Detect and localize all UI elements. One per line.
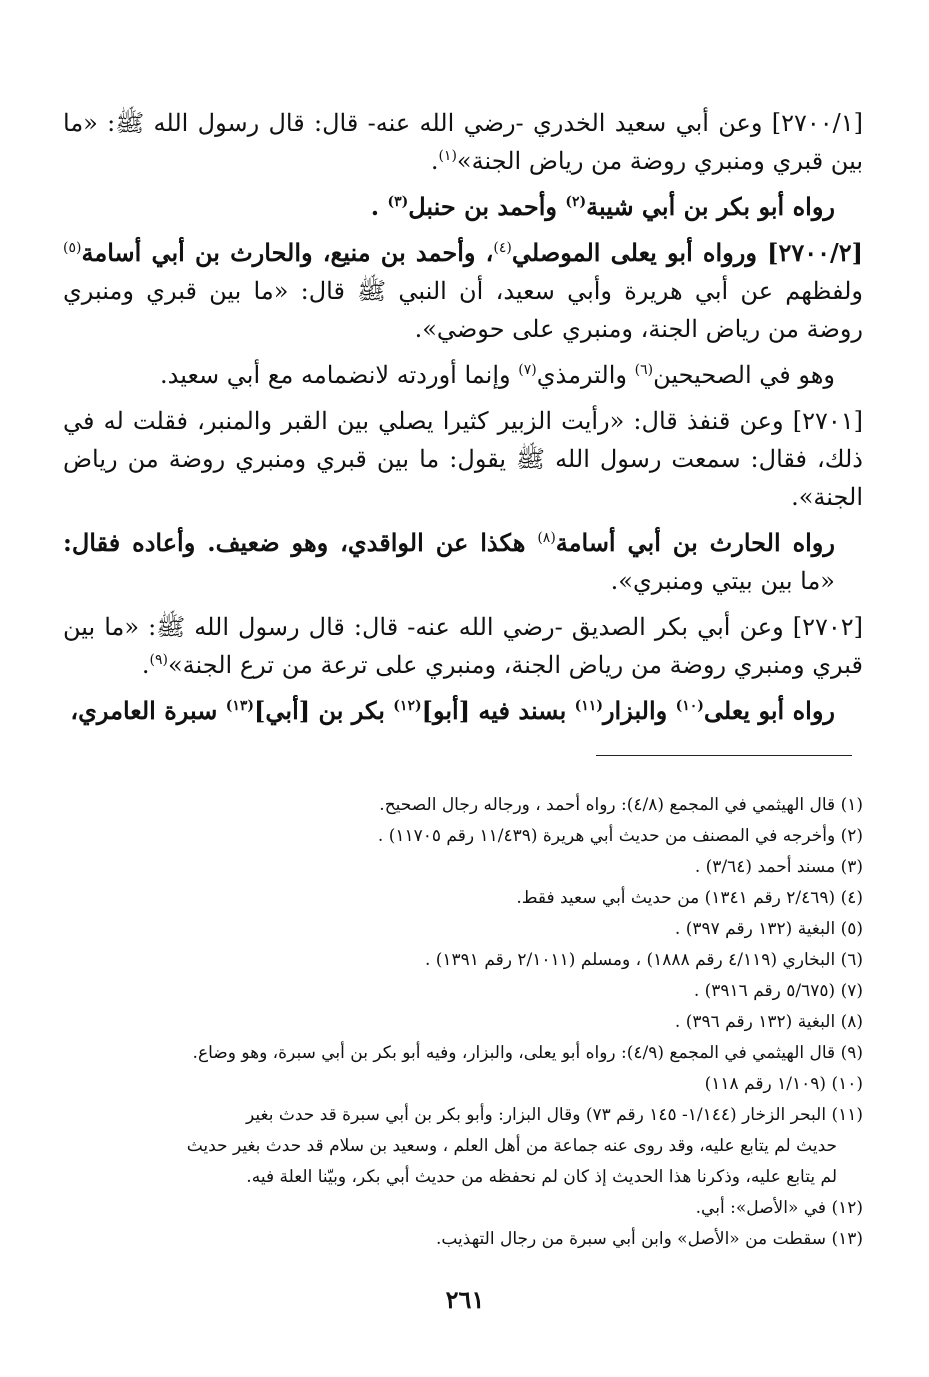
- narration-note-3: رواه الحارث بن أبي أسامة$^{(٨)}$ هكذا عن الواقدي، وهو ضعيف. وأعاده فقال: «ما بين بيتي ومنبري».: [63, 528, 835, 595]
- footnote-ref-5[interactable]: (٥): [63, 240, 82, 256]
- footnote-5: (٥) البغية (١٣٢ رقم ٣٩٧) .: [674, 919, 863, 939]
- page-number: ٢٦١: [445, 1285, 485, 1314]
- footnote-ref-9[interactable]: (٩): [149, 652, 168, 668]
- footnote-11-continued: لم يتابع عليه، وذكرنا هذا الحديث إذ كان لم نحفظه من حديث أبي بكر، وبيّنا العلة فيه.: [246, 1167, 837, 1187]
- footnote-ref-7[interactable]: (٧): [518, 362, 537, 378]
- narration-note-1: رواه أبو بكر بن أبي شيبة$^{(٢)}$ وأحمد بن حنبل$^{(٣)}$ .: [370, 192, 835, 221]
- footnote-ref-2[interactable]: (٢): [565, 194, 587, 210]
- footnote-ref-1[interactable]: (١): [438, 148, 457, 164]
- footnote-ref-3[interactable]: (٣): [387, 194, 409, 210]
- footnote-divider: [596, 755, 852, 756]
- footnote-4: (٤) (٢/٤٦٩ رقم ١٣٤١) من حديث أبي سعيد فقط.: [516, 888, 863, 908]
- footnote-8: (٨) البغية (١٣٢ رقم ٣٩٦) .: [674, 1012, 863, 1032]
- footnote-13: (١٣) سقطت من «الأصل» وابن أبي سبرة من رجال التهذيب.: [435, 1229, 863, 1249]
- footnote-ref-6[interactable]: (٦): [634, 362, 654, 378]
- hadith-2700-1: [٢٧٠٠/١] وعن أبي سعيد الخدري -رضي الله عنه- قال: قال رسول الله ﷺ: «ما بين قبري ومنبري روضة من رياض الجنة»$^{(١)}$.: [63, 109, 863, 175]
- hadith-2700-2: [٢٧٠٠/٢] ورواه أبو يعلى الموصلي$^{(٤)}$، وأحمد بن منيع، والحارث بن أبي أسامة$^{(٥)}$ ولفظهم عن أبي هريرة وأبي سعيد، أن النبي ﷺ قال: «ما بين قبري ومنبري روضة من رياض الجنة، ومنبري على حوضي».: [63, 238, 864, 343]
- footnote-3: (٣) مسند أحمد (٣/٦٤) .: [694, 857, 863, 877]
- footnote-ref-10[interactable]: (١٠): [675, 698, 704, 714]
- footnote-9: (٩) قال الهيثمي في المجمع (٤/٩): رواه أبو يعلى، والبزار، وفيه أبو بكر بن أبي سبرة، وهو وضاع.: [192, 1043, 863, 1063]
- footnote-ref-8[interactable]: (٨): [537, 530, 556, 546]
- narration-note-2: وهو في الصحيحين$^{(٦)}$ والترمذي$^{(٧)}$ وإنما أوردته لانضمامه مع أبي سعيد.: [160, 361, 835, 389]
- footnote-ref-13[interactable]: (١٣): [225, 698, 255, 714]
- footnote-12: (١٢) في «الأصل»: أبي.: [695, 1198, 863, 1218]
- footnote-ref-11[interactable]: (١١): [574, 698, 603, 714]
- footnote-6: (٦) البخاري (٤/١١٩ رقم ١٨٨٨) ، ومسلم (٢/١٠١١ رقم ١٣٩١) .: [424, 950, 863, 970]
- footnote-1: (١) قال الهيثمي في المجمع (٤/٨): رواه أحمد ، ورجاله رجال الصحيح.: [379, 795, 863, 815]
- footnote-ref-12[interactable]: (١٢): [393, 698, 422, 714]
- footnote-10: (١٠) (١/١٠٩ رقم ١١٨): [704, 1074, 863, 1094]
- footnote-ref-4[interactable]: (٤): [493, 240, 512, 256]
- main-text: [63, 104, 863, 738]
- hadith-2701: [٢٧٠١] وعن قنفذ قال: «رأيت الزبير كثيرا يصلي بين القبر والمنبر، فقلت له في ذلك، فقال: سمعت رسول الله ﷺ يقول: ما بين قبري ومنبري روضة من رياض الجنة».: [63, 407, 864, 511]
- narration-note-4: رواه أبو يعلى$^{(١٠)}$ والبزار$^{(١١)}$ بسند فيه [أبو]$^{(١٢)}$ بكر بن [أبي]$^{(١٣)}$ سبرة العامري،: [70, 696, 835, 725]
- footnote-2: (٢) وأخرجه في المصنف من حديث أبي هريرة (١١/٤٣٩ رقم ١١٧٠٥) .: [377, 826, 863, 846]
- footnote-11-continued: حديث لم يتابع عليه، وقد روى عنه جماعة من أهل العلم ، وسعيد بن سلام قد حدث بغير حديث: [186, 1136, 837, 1156]
- footnote-7: (٧) (٥/٦٧٥ رقم ٣٩١٦) .: [693, 981, 863, 1001]
- hadith-2702: [٢٧٠٢] وعن أبي بكر الصديق -رضي الله عنه- قال: قال رسول الله ﷺ: «ما بين قبري ومنبري روضة من رياض الجنة، ومنبري على ترعة من ترع الجنة»$^{(٩)}$.: [63, 613, 863, 679]
- footnote-11: (١١) البحر الزخار (١/١٤٤- ١٤٥ رقم ٧٣) وقال البزار: وأبو بكر بن أبي سبرة قد حدث بغير: [246, 1105, 863, 1125]
- footnotes: [63, 790, 863, 1255]
